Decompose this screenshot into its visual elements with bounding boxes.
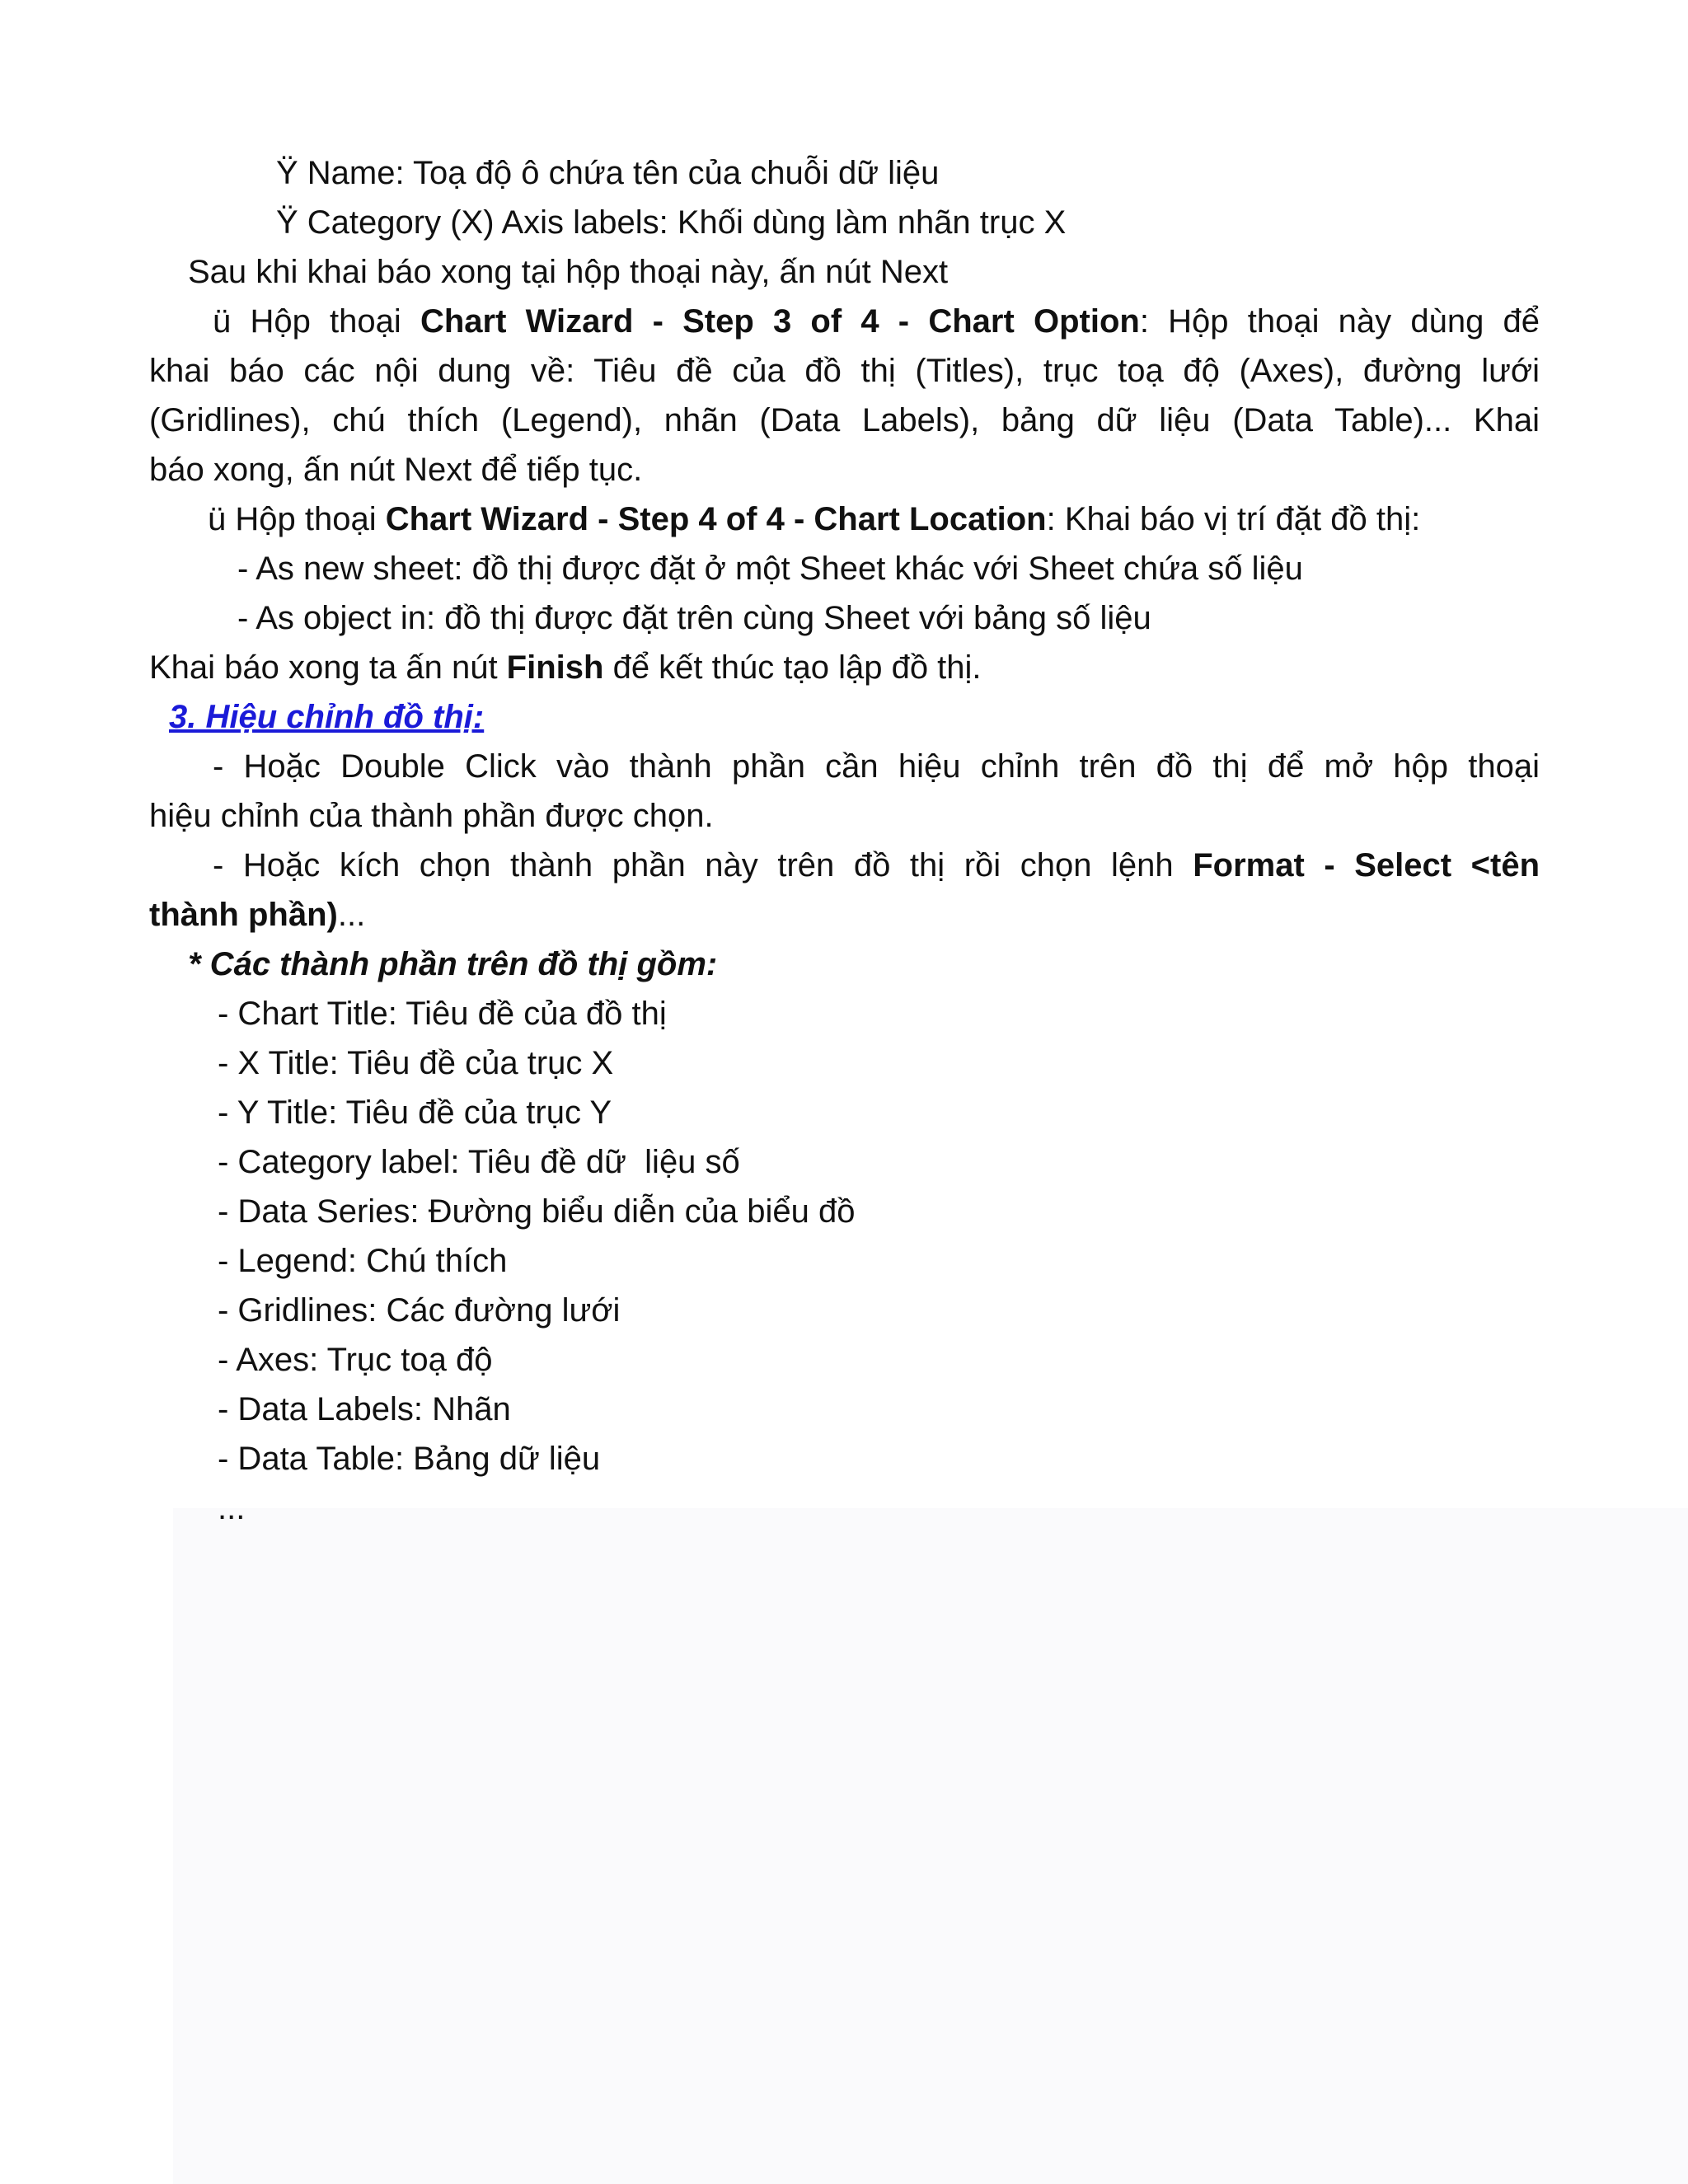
section3-p2-pre: - Hoặc kích chọn thành phần này trên đồ thị rồi chọn lệnh [213, 847, 1193, 883]
finish-bold: Finish [506, 649, 604, 686]
step4-option-new-sheet: - As new sheet: đồ thị được đặt ở một Sheet khác với Sheet chứa số liệu [237, 551, 1303, 587]
list-item: - Chart Title: Tiêu đề của đồ thị [218, 996, 667, 1032]
after-declare-text: Sau khi khai báo xong tại hộp thoại này, ấn nút Next [188, 254, 949, 290]
list-item: - Data Labels: Nhãn [218, 1391, 511, 1427]
list-item: - Axes: Trục toạ độ [218, 1342, 493, 1378]
step3-line4: báo xong, ấn nút Next để tiếp tục. [149, 452, 643, 488]
step4-option-object-in: - As object in: đồ thị được đặt trên cùng Sheet với bảng số liệu [237, 600, 1151, 636]
list-item: - Gridlines: Các đường lưới [218, 1292, 621, 1329]
step3-title: Chart Wizard - Step 3 of 4 - Chart Option [420, 303, 1140, 340]
step3-bullet: ü Hộp thoại [213, 303, 420, 340]
section3-p2-bold: Format - Select <tên [1193, 847, 1540, 883]
list-item: - Legend: Chú thích [218, 1243, 508, 1279]
series-name-item: Ÿ Name: Toạ độ ô chứa tên của chuỗi dữ liệu [276, 155, 940, 191]
list-item: - Data Table: Bảng dữ liệu [218, 1441, 601, 1477]
finish-post: để kết thúc tạo lập đồ thị. [603, 649, 982, 686]
section3-p2-line2-post: ... [337, 897, 366, 933]
step4-line [208, 494, 1420, 544]
step4-rest: : Khai báo vị trí đặt đồ thị: [1046, 501, 1421, 537]
section3-p2-line1 [213, 841, 1540, 890]
section3-p1-line2: hiệu chỉnh của thành phần được chọn. [149, 798, 714, 834]
step3-line2: khai báo các nội dung về: Tiêu đề của đồ thị (Titles), trục toạ độ (Axes), đường lưới [149, 353, 1540, 389]
finish-pre: Khai báo xong ta ấn nút [149, 649, 507, 686]
category-labels-item: Ÿ Category (X) Axis labels: Khối dùng làm nhãn trục X [276, 204, 1067, 241]
section3-p2-line2 [149, 890, 365, 940]
list-item: - X Title: Tiêu đề của trục X [218, 1045, 614, 1081]
finish-line [149, 643, 982, 692]
section3-p1-line1: - Hoặc Double Click vào thành phần cần hiệu chỉnh trên đồ thị để mở hộp thoại [213, 748, 1540, 785]
components-heading: * Các thành phần trên đồ thị gồm: [188, 946, 718, 982]
list-ellipsis: ... [218, 1490, 246, 1526]
step3-line3: (Gridlines), chú thích (Legend), nhãn (Data Labels), bảng dữ liệu (Data Table)... Khai [149, 402, 1540, 438]
list-item: - Data Series: Đường biểu diễn của biểu đồ [218, 1193, 856, 1230]
list-item: - Category label: Tiêu đề dữ liệu số [218, 1144, 740, 1180]
step3-line1-rest: : Hộp thoại này dùng để [1139, 303, 1540, 340]
section3-heading: 3. Hiệu chỉnh đồ thị: [169, 699, 485, 735]
step4-title: Chart Wizard - Step 4 of 4 - Chart Location [385, 501, 1047, 537]
step3-line1 [213, 297, 1540, 346]
step4-bullet: ü Hộp thoại [208, 501, 386, 537]
list-item: - Y Title: Tiêu đề của trục Y [218, 1094, 612, 1131]
section3-p2-line2-bold: thành phần) [149, 897, 338, 933]
